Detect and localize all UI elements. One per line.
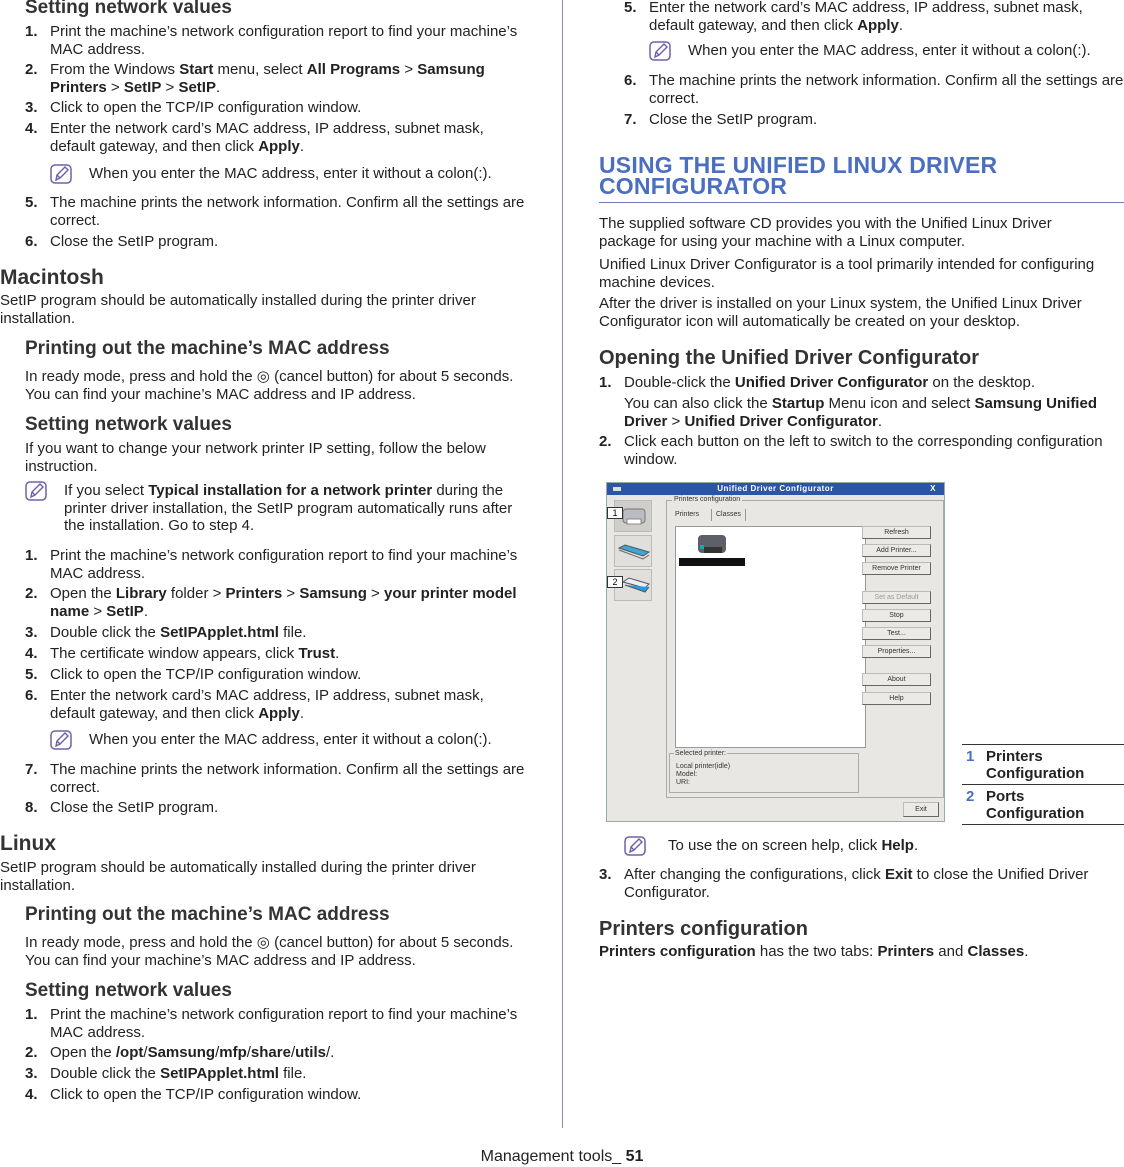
heading-setting-network-values: Setting network values: [25, 980, 232, 1001]
step-number: 3.: [25, 624, 38, 641]
text-run: Click to open the TCP/IP configuration window.: [50, 99, 362, 116]
heading-macintosh: Macintosh: [0, 266, 104, 289]
text-run: on the desktop.: [928, 374, 1035, 391]
list-item: [25, 645, 525, 663]
text-run: The machine prints the network information. Confirm all the settings are correct.: [50, 194, 525, 229]
title-rule: [599, 202, 1124, 203]
group-label: Printers configuration: [674, 496, 741, 503]
window-menu-icon: [613, 487, 621, 491]
bold-term: Unified Driver Configurator: [734, 374, 929, 391]
note-text: [64, 482, 524, 535]
bold-term: Trust: [298, 645, 336, 662]
section-title: USING THE UNIFIED LINUX DRIVER CONFIGURATOR: [599, 152, 998, 199]
bold-term: Typical installation for a network printer: [148, 482, 433, 499]
close-icon: X: [930, 484, 936, 493]
text-run: Close the SetIP program.: [50, 233, 219, 250]
step-text: [50, 99, 525, 117]
text-run: .: [299, 704, 305, 722]
text-run: Click each button on the left to switch to the corresponding configuration window.: [624, 433, 1103, 468]
text-run: Close the SetIP program.: [50, 799, 219, 816]
configurator-screenshot: [606, 482, 945, 822]
footer-text: Management tools_: [480, 1148, 626, 1165]
text-run: /: [246, 1044, 251, 1061]
step-number: 3.: [25, 1065, 38, 1082]
tab-printers: Printers: [675, 511, 700, 518]
window-titlebar: [607, 483, 944, 495]
bold-term: Samsung: [147, 1044, 216, 1061]
exit-button: Exit: [903, 802, 939, 817]
step-number: 6.: [25, 233, 38, 250]
selected-printer-box: [669, 750, 859, 793]
step-number: 1.: [25, 23, 38, 40]
text-run: Double click the: [50, 624, 161, 641]
printer-name-redacted: [679, 558, 745, 566]
list-item: [25, 194, 525, 229]
column-divider: [562, 0, 563, 1128]
text-run: menu, select: [213, 61, 307, 78]
text-run: >: [161, 78, 179, 96]
step-number: 5.: [25, 666, 38, 683]
step-number: 8.: [25, 799, 38, 816]
bold-term: Classes: [967, 943, 1025, 960]
step-number: 6.: [25, 687, 38, 704]
bold-term: Start: [179, 61, 214, 78]
step-number: 3.: [25, 99, 38, 116]
text-run: file.: [278, 1065, 307, 1082]
legend-row: [962, 784, 1124, 825]
legend-number: 1: [966, 748, 975, 765]
step-text: [50, 23, 525, 58]
config-button: Test...: [862, 627, 931, 640]
step-text: [50, 1044, 525, 1062]
text-run: /: [215, 1044, 220, 1061]
legend-row: [962, 744, 1124, 784]
step-text: [50, 1086, 525, 1104]
heading-linux: Linux: [0, 832, 56, 855]
step-number: 4.: [25, 120, 38, 137]
note-icon: [25, 480, 47, 502]
bold-term: Samsung: [299, 585, 367, 602]
text-run: The certificate window appears, click: [50, 645, 299, 662]
bold-term: Apply: [258, 704, 300, 722]
step-number: 1.: [25, 547, 38, 564]
text-run: >: [89, 602, 107, 620]
bold-term: utils: [295, 1044, 326, 1061]
heading-printing-mac: Printing out the machine’s MAC address: [25, 904, 390, 925]
heading-printing-mac: Printing out the machine’s MAC address: [25, 338, 390, 359]
paragraph: [599, 943, 1119, 961]
step-text: [649, 72, 1124, 107]
paragraph: The supplied software CD provides you with the Unified Linux Driver package for using your machine with a Linux computer.: [599, 215, 1052, 250]
step-text: [50, 120, 525, 155]
printer-uri: URI:: [676, 779, 690, 786]
list-item: [25, 687, 525, 722]
bold-term: Printers: [225, 585, 283, 602]
callout-badge-1: 1: [607, 507, 623, 519]
list-item: [25, 1065, 525, 1083]
text-run: .: [335, 645, 340, 662]
bold-term: Unified Driver Configurator: [684, 412, 878, 430]
bold-term: SetIPApplet.html: [160, 1065, 279, 1082]
list-item: 3. After changing the configurations, click Exit to close the Unified Driver Configurator.: [599, 866, 1089, 901]
macintosh-intro: SetIP program should be automatically installed during the printer driver installation.: [0, 292, 476, 327]
text-run: .: [143, 602, 148, 620]
config-button: Help: [862, 692, 931, 705]
step-number: 1.: [25, 1006, 38, 1023]
bold-term: SetIP: [123, 78, 162, 96]
bold-term: Apply: [857, 16, 899, 34]
text-run: >: [366, 585, 384, 602]
text-run: .: [913, 837, 919, 854]
scanner-side-button: [614, 535, 652, 567]
list-item: [624, 72, 1124, 107]
step-text: [50, 645, 525, 663]
config-button: Add Printer...: [862, 544, 931, 557]
text-run: Open the: [50, 1044, 116, 1061]
linux-intro: SetIP program should be automatically installed during the printer driver installation.: [0, 859, 476, 894]
config-button: Set as Default: [862, 591, 931, 604]
callout-legend: [962, 744, 1124, 825]
printer-model: Model:: [676, 771, 698, 778]
text-run: has the two tabs:: [755, 943, 878, 960]
step-text: [50, 687, 525, 722]
scanner-icon: [615, 536, 651, 566]
text-run: .: [898, 16, 904, 34]
bold-term: SetIPApplet.html: [160, 624, 279, 641]
text-run: From the Windows: [50, 61, 180, 78]
selected-printer-label: Selected printer:: [675, 750, 726, 757]
page-footer: [0, 1148, 1124, 1166]
legend-label: Ports Configuration: [986, 788, 1085, 822]
bold-term: All Programs: [306, 61, 401, 78]
text-run: Click to open the TCP/IP configuration window.: [50, 1086, 362, 1103]
list-item: [25, 624, 525, 642]
list-item: [624, 0, 1124, 34]
step-text: [649, 0, 1124, 34]
text-run: Enter the network card’s MAC address, IP address, subnet mask, default gateway, and then click: [649, 0, 1083, 34]
step-text: [50, 233, 525, 251]
bold-term: Apply: [258, 137, 300, 155]
text-run: >: [667, 412, 685, 430]
bold-term: mfp: [219, 1044, 247, 1061]
text-run: Open the: [50, 585, 116, 602]
printer-status: Local printer(idle): [676, 763, 731, 770]
text-run: /: [290, 1044, 296, 1061]
bold-term: Library: [115, 585, 167, 602]
step-text: [50, 194, 525, 229]
step-number: 2.: [25, 585, 38, 602]
step-number: 2.: [25, 61, 38, 78]
step-number: 4.: [25, 1086, 38, 1103]
note-icon: [50, 729, 72, 751]
printer-icon: [694, 531, 734, 559]
text-run: After changing the configurations, click: [624, 866, 885, 883]
step-text: [50, 624, 525, 642]
bold-term: Help: [881, 837, 914, 854]
step-number: 5.: [25, 194, 38, 211]
list-item: [25, 120, 525, 155]
note-icon: [50, 163, 72, 185]
text-run: To use the on screen help, click: [668, 837, 882, 854]
text-run: Double-click the: [624, 374, 735, 391]
paragraph: Unified Linux Driver Configurator is a tool primarily intended for configuring machine devices.: [599, 256, 1095, 291]
bold-term: SetIP: [106, 602, 144, 620]
bold-term: Exit: [884, 866, 913, 883]
text-run: Print the machine’s network configuration report to find your machine’s MAC address.: [50, 1006, 518, 1041]
bold-term: Samsung Printers: [50, 61, 485, 96]
list-item: [25, 233, 525, 251]
step-number: 4.: [25, 645, 38, 662]
config-button: Remove Printer: [862, 562, 931, 575]
step-text: [50, 799, 525, 817]
text-run: during the printer driver installation, the SetIP program automatically runs after the installation. Go to step 4.: [64, 482, 513, 534]
step-text: [50, 761, 525, 796]
page-number: 51: [625, 1148, 644, 1165]
heading-setting-network-values: Setting network values: [25, 0, 232, 18]
paragraph: After the driver is installed on your Linux system, the Unified Linux Driver Configurator icon will automatically be created on your desktop.: [599, 295, 1082, 330]
legend-label: Printers Configuration: [986, 748, 1085, 782]
config-button: About: [862, 673, 931, 686]
list-item: [25, 761, 525, 796]
bold-term: share: [250, 1044, 291, 1061]
text-run: .: [215, 78, 221, 96]
note-text: When you enter the MAC address, enter it without a colon(:).: [688, 42, 1091, 59]
text-run: Print the machine’s network configuration report to find your machine’s MAC address.: [50, 23, 518, 58]
step-number: 7.: [624, 111, 637, 128]
tab-classes: Classes: [711, 509, 746, 521]
list-item: [25, 1044, 525, 1062]
list-item: 1. Double-click the Unified Driver Configurator on the desktop.: [599, 374, 1035, 391]
text-run: .: [1024, 943, 1029, 960]
step-sub-text: [624, 395, 1124, 430]
heading-opening: Opening the Unified Driver Configurator: [599, 347, 980, 369]
config-button: Stop: [862, 609, 931, 622]
step-number: 6.: [624, 72, 637, 89]
bold-term: SetIP: [178, 78, 216, 96]
text-run: >: [282, 585, 300, 602]
legend-number: 2: [966, 788, 975, 805]
bold-term: /opt: [115, 1044, 144, 1061]
bold-term: Printers: [877, 943, 935, 960]
bold-term: Startup: [771, 395, 825, 412]
note-text: When you enter the MAC address, enter it without a colon(:).: [89, 731, 492, 748]
text-run: >: [106, 78, 124, 96]
text-run: The machine prints the network information. Confirm all the settings are correct.: [649, 72, 1124, 107]
bold-term: your printer model name: [50, 585, 517, 620]
text-run: file.: [278, 624, 307, 641]
text-run: Menu icon and select: [824, 395, 975, 412]
text-run: Enter the network card’s MAC address, IP address, subnet mask, default gateway, and then click: [50, 687, 484, 722]
list-item: [25, 61, 525, 96]
step-text: [50, 1006, 525, 1041]
text-run: folder >: [166, 585, 226, 602]
list-item: [25, 1006, 525, 1041]
text-run: .: [877, 412, 882, 430]
text-run: /.: [325, 1044, 335, 1061]
text-run: Click to open the TCP/IP configuration window.: [50, 666, 362, 683]
callout-badge-2: 2: [607, 576, 623, 588]
step-text: [50, 547, 525, 582]
step-text: [50, 666, 525, 684]
config-button: Refresh: [862, 526, 931, 539]
step-number: 5.: [624, 0, 637, 16]
printing-mac-text: In ready mode, press and hold the ◎ (cancel button) for about 5 seconds. You can find your machine’s MAC address and IP address.: [25, 368, 514, 403]
setting-intro: If you want to change your network printer IP setting, follow the below instruction.: [25, 440, 486, 475]
list-item: [25, 666, 525, 684]
note-text: [668, 837, 1108, 855]
window-title: Unified Driver Configurator: [717, 484, 834, 493]
text-run: Enter the network card’s MAC address, IP address, subnet mask, default gateway, and then click: [50, 120, 484, 155]
list-item: [25, 585, 525, 620]
list-item: [624, 111, 1124, 129]
text-run: The machine prints the network information. Confirm all the settings are correct.: [50, 761, 525, 796]
list-item: [25, 23, 525, 58]
list-item: [25, 547, 525, 582]
printer-list: [675, 526, 866, 748]
step-text: [50, 1065, 525, 1083]
text-run: .: [299, 137, 305, 155]
heading-printers-configuration: Printers configuration: [599, 918, 808, 940]
bold-term: Printers configuration: [599, 943, 756, 960]
step-number: 2.: [25, 1044, 38, 1061]
text-run: to close the Unified Driver Configurator.: [624, 866, 1089, 901]
step-text: [649, 111, 1124, 129]
printing-mac-text: In ready mode, press and hold the ◎ (cancel button) for about 5 seconds. You can find your machine’s MAC address and IP address.: [25, 934, 514, 969]
text-run: If you select: [64, 482, 149, 499]
note-icon: [649, 40, 671, 62]
text-run: >: [400, 61, 418, 78]
bold-term: Samsung Unified Driver: [624, 395, 1097, 430]
text-run: Close the SetIP program.: [649, 111, 818, 128]
text-run: and: [934, 943, 968, 960]
list-item: [25, 99, 525, 117]
heading-setting-network-values: Setting network values: [25, 414, 232, 435]
config-button: Properties...: [862, 645, 931, 658]
text-run: Double click the: [50, 1065, 161, 1082]
step-text: [50, 585, 525, 620]
text-run: /: [143, 1044, 148, 1061]
note-icon: [624, 835, 646, 857]
step-text: [50, 61, 525, 96]
list-item: [25, 799, 525, 817]
note-text: When you enter the MAC address, enter it without a colon(:).: [89, 165, 492, 182]
text-run: Print the machine’s network configuration report to find your machine’s MAC address.: [50, 547, 518, 582]
list-item: 2. Click each button on the left to switch to the corresponding configuration window.: [599, 433, 1103, 468]
text-run: You can also click the: [624, 395, 772, 412]
list-item: [25, 1086, 525, 1104]
step-number: 7.: [25, 761, 38, 778]
